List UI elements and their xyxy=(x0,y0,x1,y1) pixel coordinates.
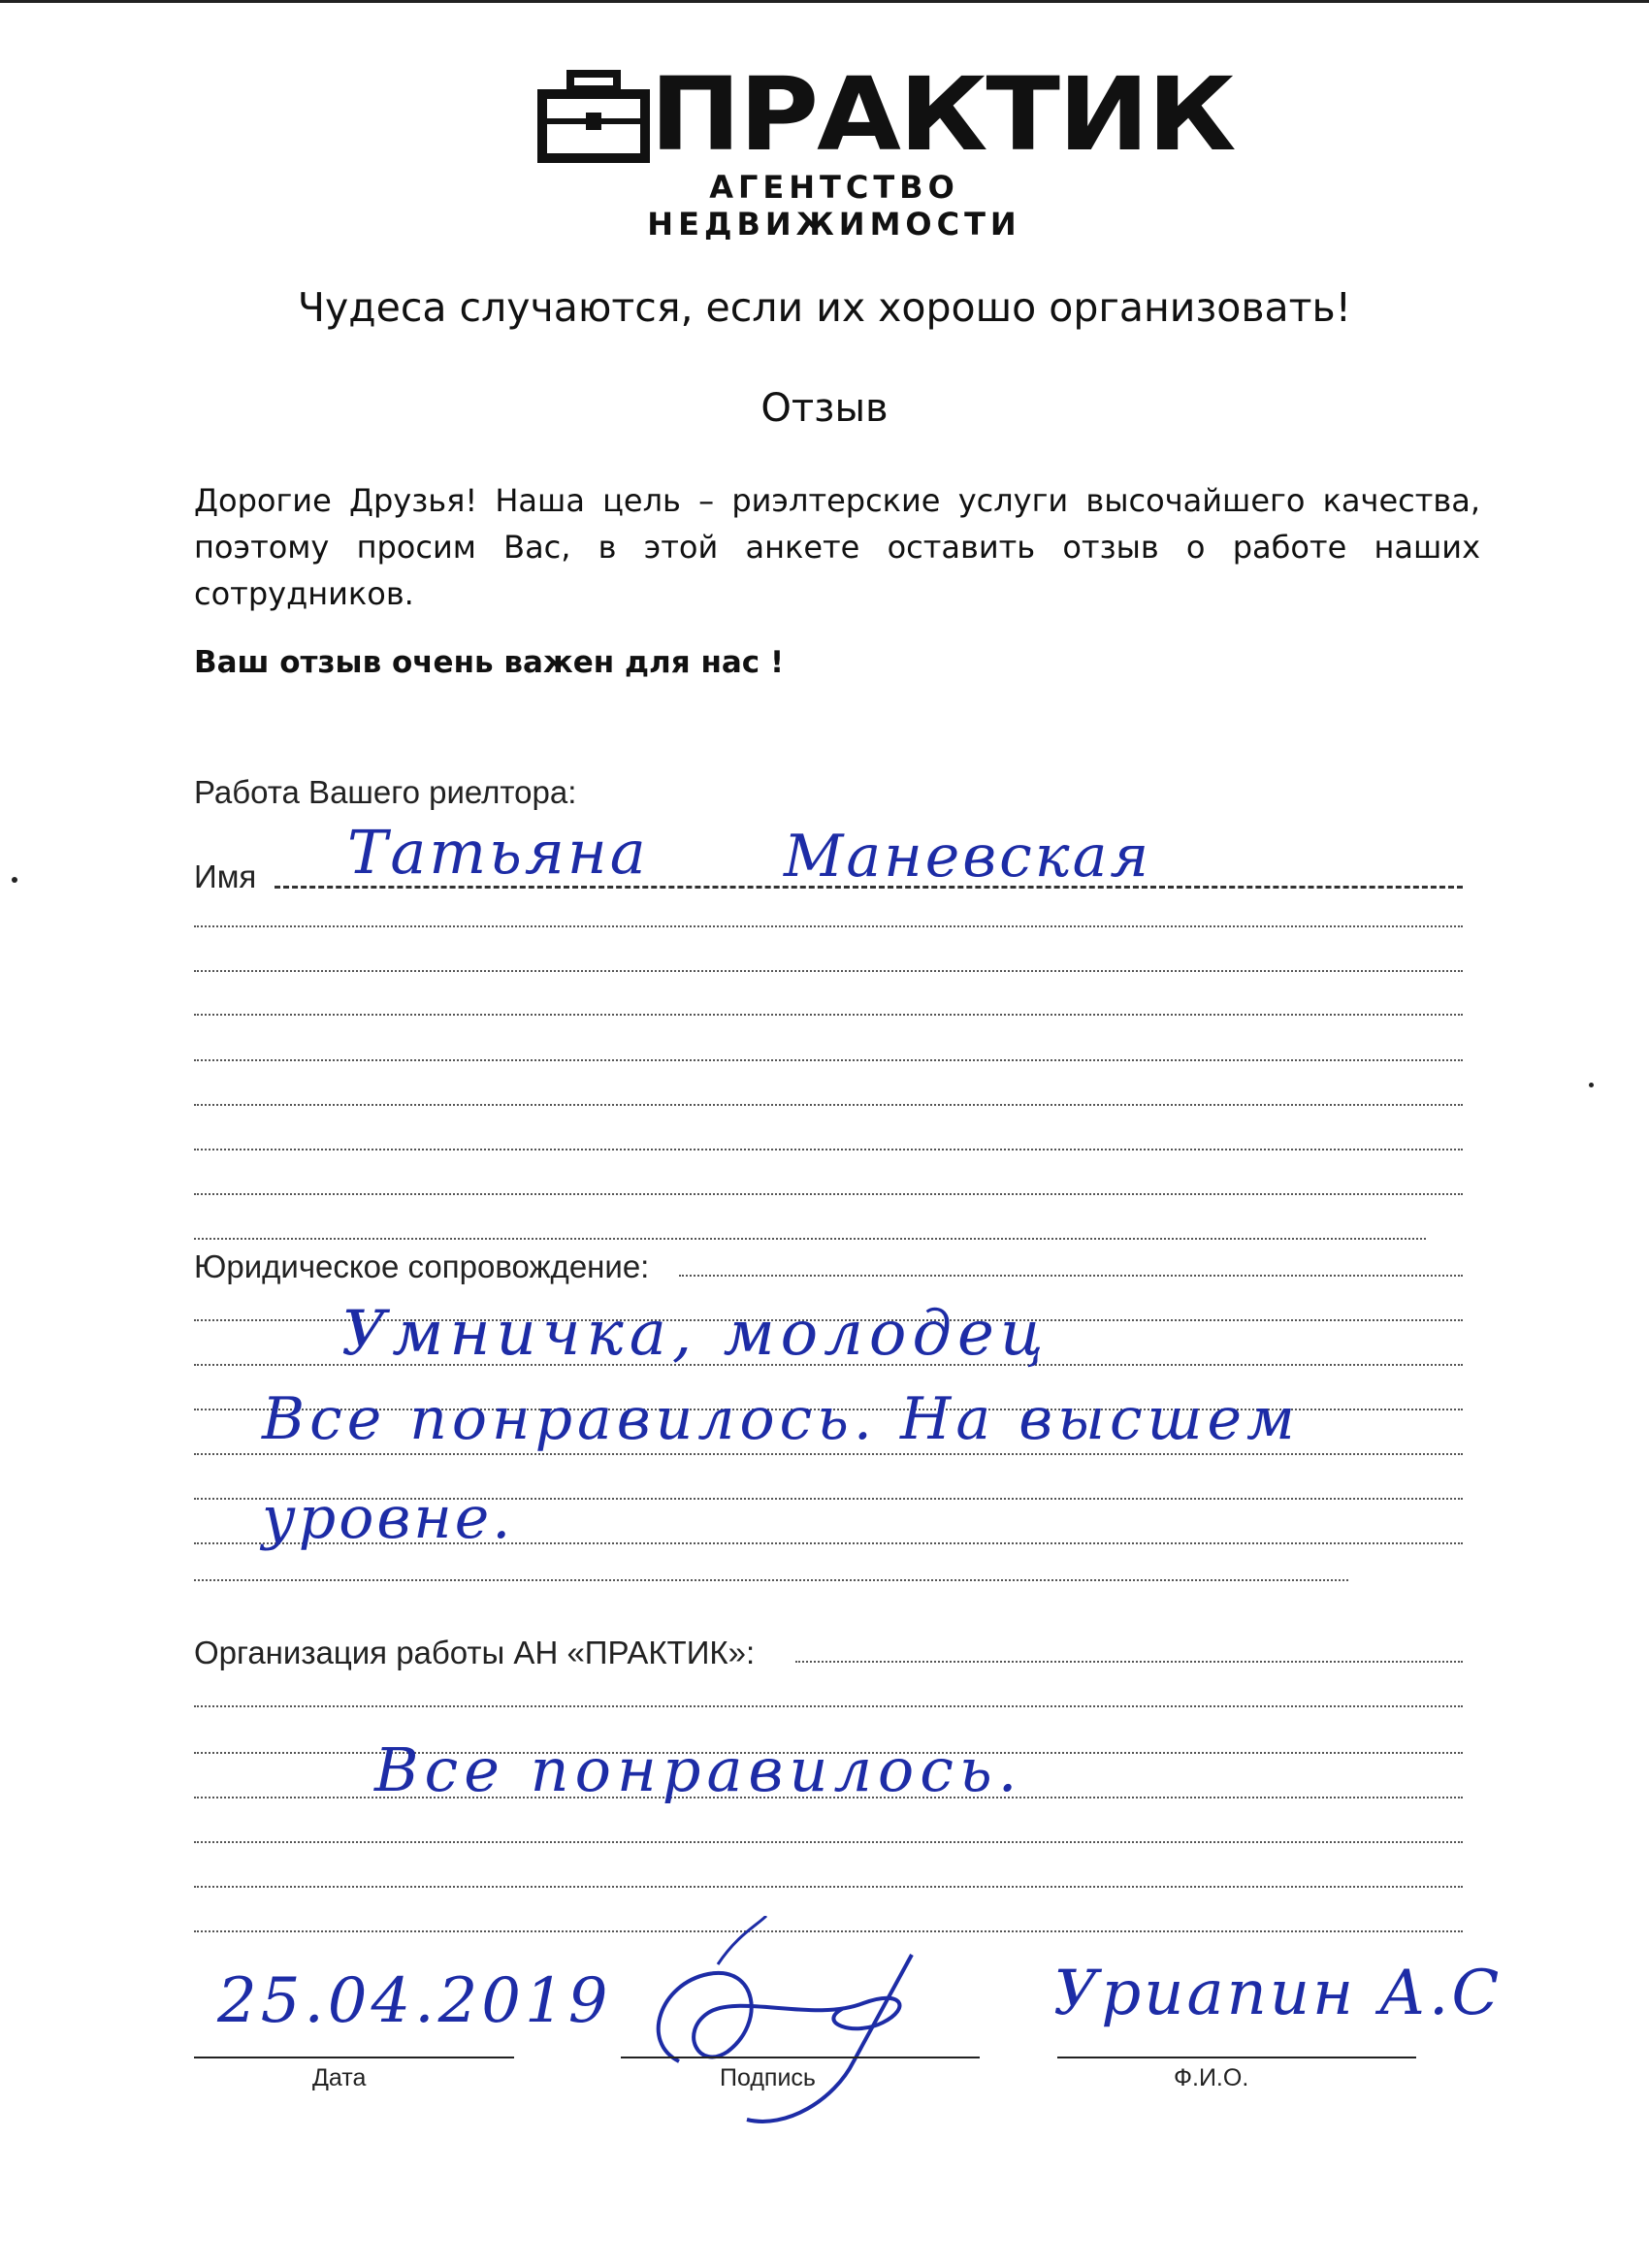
logo-name: ПРАКТИК xyxy=(650,55,1235,174)
legal-handwriting-2: Все понравилось. На высшем xyxy=(262,1385,1300,1453)
legal-handwriting-3: уровне. xyxy=(262,1484,514,1552)
intro-paragraph: Дорогие Друзья! Наша цель – риэлтерские услуги высочайшего качества, поэтому просим Вас, в этой анкете оставить отзыв о работе наших сотрудников. xyxy=(194,482,1480,612)
date-line xyxy=(194,2057,514,2058)
realtor-line-1 xyxy=(194,925,1463,927)
realtor-line-4 xyxy=(194,1059,1463,1061)
legal-line-4 xyxy=(194,1453,1463,1455)
logo xyxy=(535,55,1235,243)
realtor-last-name: Маневская xyxy=(784,823,1152,891)
organization-handwriting-1: Все понравилось. xyxy=(374,1734,1023,1805)
realtor-line-5 xyxy=(194,1104,1463,1106)
organization-section-label: Организация работы АН «ПРАКТИК»: xyxy=(194,1635,756,1670)
full-name-label: Ф.И.О. xyxy=(1174,2064,1249,2091)
realtor-line-3 xyxy=(194,1014,1463,1016)
briefcase-icon xyxy=(535,70,652,167)
signature-line xyxy=(621,2057,980,2058)
organization-label-line xyxy=(795,1661,1463,1663)
logo-subtitle: АГЕНТСТВО НЕДВИЖИМОСТИ xyxy=(647,169,1021,243)
organization-line-1 xyxy=(194,1705,1463,1707)
full-name-line xyxy=(1057,2057,1416,2058)
important-note: Ваш отзыв очень важен для нас ! xyxy=(194,645,785,680)
slogan: Чудеса случаются, если их хорошо организовать! xyxy=(297,284,1352,331)
full-name-value: Уриапин А.С xyxy=(1053,1958,1503,2029)
realtor-section-label: Работа Вашего риелтора: xyxy=(194,774,577,810)
realtor-line-8 xyxy=(194,1238,1426,1240)
realtor-line-2 xyxy=(194,970,1463,972)
signature-label: Подпись xyxy=(720,2064,816,2091)
legal-handwriting-1: Умничка, молодец xyxy=(341,1298,1050,1370)
organization-line-4 xyxy=(194,1841,1463,1843)
scan-speck xyxy=(12,877,17,883)
organization-line-5 xyxy=(194,1886,1463,1888)
signature-icon xyxy=(621,1916,989,2139)
date-value: 25.04.2019 xyxy=(217,1965,612,2037)
realtor-first-name: Татьяна xyxy=(347,817,649,888)
legal-section-label: Юридическое сопровождение: xyxy=(194,1248,650,1284)
realtor-line-6 xyxy=(194,1149,1463,1150)
page-title: Отзыв xyxy=(760,386,889,431)
realtor-line-7 xyxy=(194,1193,1463,1195)
scan-speck xyxy=(1589,1083,1594,1087)
legal-label-line xyxy=(679,1275,1463,1277)
date-label: Дата xyxy=(312,2064,367,2091)
name-label: Имя xyxy=(194,859,257,894)
legal-line-7 xyxy=(194,1579,1348,1581)
scan-edge-line xyxy=(0,0,1649,3)
